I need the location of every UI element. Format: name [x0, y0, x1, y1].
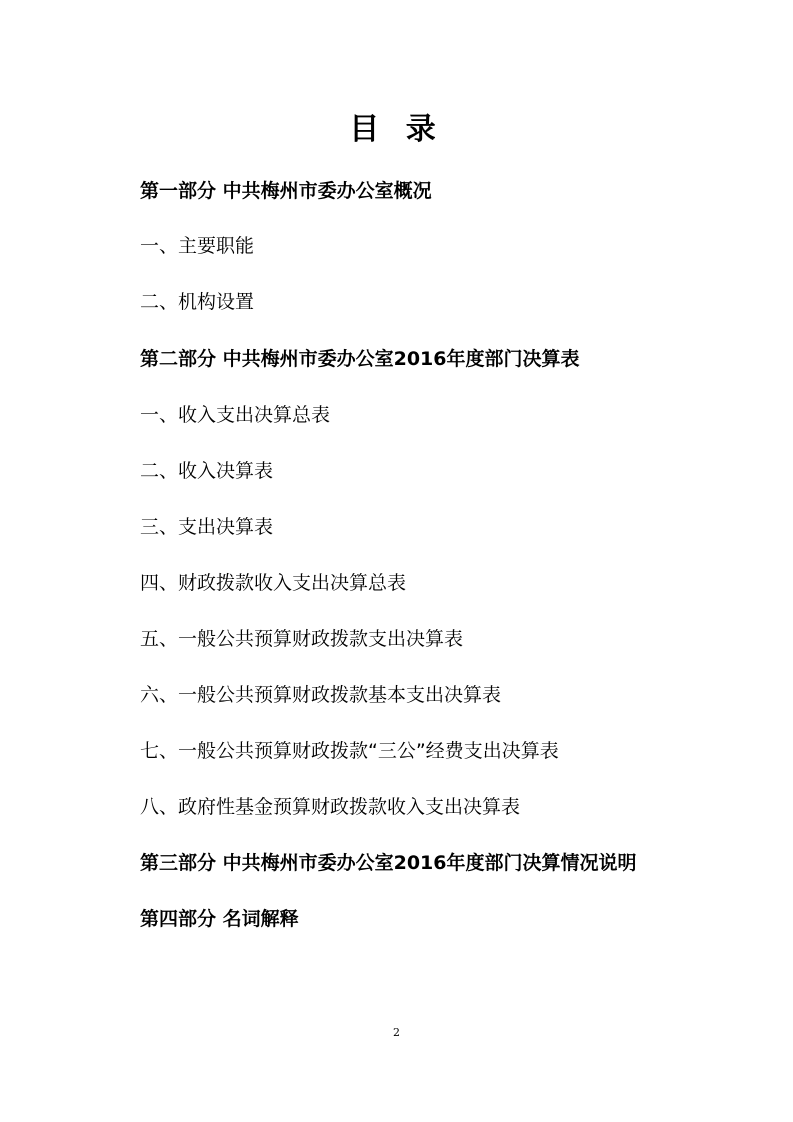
- page-title: 目 录: [349, 112, 444, 147]
- toc-item-main-functions: 一、主要职能: [140, 235, 255, 257]
- toc-item-table-3: 三、支出决算表: [140, 516, 274, 538]
- toc-item-table-1: 一、收入支出决算总表: [140, 404, 331, 426]
- toc-item-table-5: 五、一般公共预算财政拨款支出决算表: [140, 628, 464, 650]
- toc-item-table-8: 八、政府性基金预算财政拨款收入支出决算表: [140, 796, 521, 818]
- page-number: 2: [393, 1026, 400, 1039]
- toc-item-table-2: 二、收入决算表: [140, 460, 274, 482]
- toc-part-3: 第三部分 中共梅州市委办公室2016年度部门决算情况说明: [140, 852, 637, 874]
- toc-item-table-7: 七、一般公共预算财政拨款“三公”经费支出决算表: [140, 740, 559, 762]
- toc-part-1: 第一部分 中共梅州市委办公室概况: [140, 180, 432, 202]
- toc-part-4: 第四部分 名词解释: [140, 908, 299, 930]
- toc-item-table-6: 六、一般公共预算财政拨款基本支出决算表: [140, 684, 502, 706]
- toc-item-table-4: 四、财政拨款收入支出决算总表: [140, 572, 407, 594]
- toc-item-org-structure: 二、机构设置: [140, 291, 255, 313]
- toc-part-2: 第二部分 中共梅州市委办公室2016年度部门决算表: [140, 348, 580, 370]
